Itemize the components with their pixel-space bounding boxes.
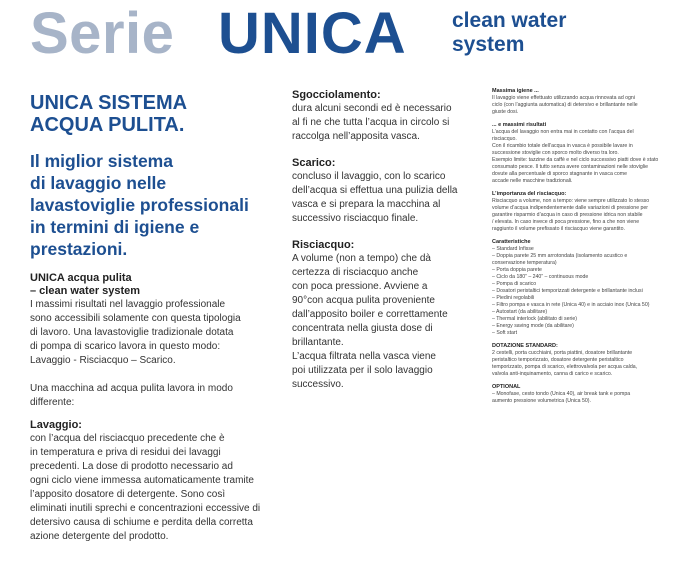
importanza-paragraph (492, 198, 692, 233)
text-line: raccolga nell’apposita vasca. (292, 131, 420, 142)
text-line: in temperatura e priva di residui dei lavaggi (30, 447, 221, 458)
intro-heading (30, 272, 280, 298)
text-line: successivo. (292, 379, 344, 390)
tagline-line: system (452, 33, 525, 56)
header-tagline (452, 9, 566, 57)
column-middle (292, 88, 482, 392)
text-line: aumento pressione volumetrica (Unica 50). (492, 398, 591, 404)
list-item: – Doppia parete 25 mm arrotondata (isolamento acustico e (492, 253, 628, 259)
main-title (30, 92, 280, 136)
text-line: precedenti. La dose di prodotto necessario ad (30, 461, 233, 472)
text-line: differente: (30, 397, 75, 408)
optional-heading: OPTIONAL (492, 384, 521, 390)
text-line: al fi ne che tutta l’acqua in circolo si (292, 117, 450, 128)
text-line: consumato pesce. Il tutto senza avere contaminazioni nelle stoviglie (492, 164, 648, 170)
list-item: – Energy saving mode (da abilitare) (492, 323, 574, 329)
lavaggio-heading: Lavaggio: (30, 419, 82, 431)
column-right (492, 88, 692, 405)
text-line: I massimi risultati nel lavaggio professionale (30, 299, 226, 310)
text-line: vasca e si prepara la macchina al (292, 199, 441, 210)
text-line: ciclo (con l’aggiunta automatica) di detersivo e brillantante nelle (492, 102, 638, 108)
text-line: raggiunto il volume prefissato il risciacquo viene garantito. (492, 226, 625, 232)
igiene-paragraph (492, 95, 692, 116)
text-line: con poca pressione. Avviene a (292, 281, 428, 292)
list-item: – Pompa di scarico (492, 281, 537, 287)
text-line: sono accessibili solamente con questa tipologia (30, 313, 241, 324)
risultati-heading: ... e massimi risultati (492, 122, 547, 128)
subtitle-line: prestazioni. (30, 239, 128, 259)
optional-paragraph (492, 391, 692, 405)
product-name: UNICA (218, 1, 407, 66)
second-paragraph (30, 382, 280, 410)
sgocciolamento-heading: Sgocciolamento: (292, 89, 381, 101)
text-line: / elevata. In caso invece di poca pressione, fino a che non viene (492, 219, 640, 225)
text-line: di pompa di scarico lavora in questo modo: (30, 341, 221, 352)
risultati-paragraph (492, 129, 692, 185)
importanza-heading: L’importanza del risciacquo: (492, 191, 567, 197)
list-item: conservazione temperatura) (492, 260, 557, 266)
scarico-heading: Scarico: (292, 157, 336, 169)
text-line: volume d’acqua indipendentemente dalle variazioni di pressione per (492, 205, 649, 211)
subtitle-line: Il miglior sistema (30, 151, 173, 171)
text-line: concluso il lavaggio, con lo scarico (292, 171, 446, 182)
text-line: concentrata nella giusta dose di (292, 323, 433, 334)
text-line: A volume (non a tempo) che dà (292, 253, 431, 264)
text-line: azione detergente del prodotto. (30, 531, 169, 542)
text-line: detersivo causa di schiume e perdita della corretta (30, 517, 253, 528)
text-line: L’acqua filtrata nella vasca viene (292, 351, 436, 362)
text-line: dovute alla percentuale di sporco stagnante in vasca come (492, 171, 627, 177)
text-line: Risciacquo a volume, non a tempo: viene sempre utilizzato lo stesso (492, 198, 650, 204)
text-line: con l’acqua del risciacquo precedente che è (30, 433, 225, 444)
text-line: dura alcuni secondi ed è necessario (292, 103, 452, 114)
list-item: – Piedini regolabili (492, 295, 535, 301)
text-line: temporizzato, pompa di scarico, elettrovalvola per acqua calda, (492, 364, 638, 370)
text-line: Il lavaggio viene effettuato utilizzando acqua rinnovata ad ogni (492, 95, 635, 101)
text-line: 90°con acqua pulita proveniente (292, 295, 435, 306)
sgocciolamento-paragraph (292, 102, 482, 144)
caratteristiche-list (492, 246, 692, 337)
intro-paragraph (30, 298, 280, 368)
title-line: ACQUA PULITA. (30, 114, 185, 136)
list-item: – Soft start (492, 330, 518, 336)
text-line: risciacquo. (492, 136, 517, 142)
text-line: dell’acqua si effettua una pulizia della (292, 185, 458, 196)
text-line: accade nelle macchine tradizionali. (492, 178, 573, 184)
caratteristiche-heading: Caratteristiche (492, 239, 531, 245)
text-line: brillantante. (292, 337, 344, 348)
risciacquo-heading: Risciacquo: (292, 239, 355, 251)
subtitle-line: in termini di igiene e (30, 217, 200, 237)
series-label: Serie (30, 1, 175, 66)
text-line: valvola anti-inquinamento, canna di carico e scarico. (492, 371, 613, 377)
list-item: – Porta doppia parete (492, 267, 542, 273)
list-item: – Autostart (da abilitare) (492, 309, 548, 315)
subtitle-line: lavastoviglie professionali (30, 195, 249, 215)
text-line: successione stoviglie con sporco molto diverso tra loro. (492, 150, 619, 156)
list-item: – Thermal interlock (abilitato di serie) (492, 316, 577, 322)
scarico-paragraph (292, 170, 482, 226)
text-line: garantire risparmio d’acqua in caso di pressione idrica non stabile (492, 212, 643, 218)
title-line: UNICA SISTEMA (30, 92, 188, 114)
text-line: Con il ricambio totale dell’acqua in vasca è possibile lavare in (492, 143, 633, 149)
dotazione-paragraph (492, 350, 692, 378)
subtitle (30, 150, 280, 260)
text-line: Lavaggio - Risciacquo – Scarico. (30, 355, 176, 366)
text-line: successivo risciacquo finale. (292, 213, 419, 224)
text-line: 2 cestelli, porta cucchiaini, porta piattini, dosatore brillantante (492, 350, 633, 356)
intro-heading-line: – clean water system (30, 285, 141, 297)
text-line: Esempio limite: tazzine da caffè e nel ciclo successivo piatti dove è stato (492, 157, 659, 163)
text-line: – Monofase, cesto tondo (Unica 40), air break tank e pompa (492, 391, 631, 397)
text-line: certezza di risciacquo anche (292, 267, 419, 278)
subtitle-line: di lavaggio nelle (30, 173, 167, 193)
dotazione-heading: DOTAZIONE STANDARD: (492, 343, 558, 349)
list-item: – Filtro pompa e vasca in rete (Unica 40) e in acciaio inox (Unica 50) (492, 302, 650, 308)
text-line: di lavoro. Una lavastoviglie tradizionale dotata (30, 327, 234, 338)
text-line: peristaltico temporizzato, dosatore detergente peristaltico (492, 357, 624, 363)
lavaggio-paragraph (30, 432, 280, 544)
list-item: – Standard Infisse (492, 246, 534, 252)
column-left (30, 92, 280, 544)
risciacquo-paragraph (292, 252, 482, 392)
intro-heading-line: UNICA acqua pulita (30, 272, 132, 284)
list-item: – Dosatori peristaltici temporizzati detergente e brillantante inclusi (492, 288, 643, 294)
text-line: l’apposito dosatore di detergente. Sono così (30, 489, 226, 500)
text-line: dall’apposito boiler e correttamente (292, 309, 448, 320)
text-line: giuste dosi. (492, 109, 519, 115)
text-line: poi utilizzata per il solo lavaggio (292, 365, 433, 376)
page-header (0, 0, 698, 78)
text-line: ogni ciclo viene immessa automaticamente tramite (30, 475, 254, 486)
text-line: eliminati inutili sprechi e concentrazioni eccessive di (30, 503, 261, 514)
text-line: Una macchina ad acqua pulita lavora in modo (30, 383, 233, 394)
tagline-line: clean water (452, 9, 567, 32)
list-item: – Ciclo da 180” – 240” – continuous mode (492, 274, 589, 280)
text-line: L’acqua del lavaggio non entra mai in contatto con l’acqua del (492, 129, 634, 135)
igiene-heading: Massima igiene ... (492, 88, 539, 94)
